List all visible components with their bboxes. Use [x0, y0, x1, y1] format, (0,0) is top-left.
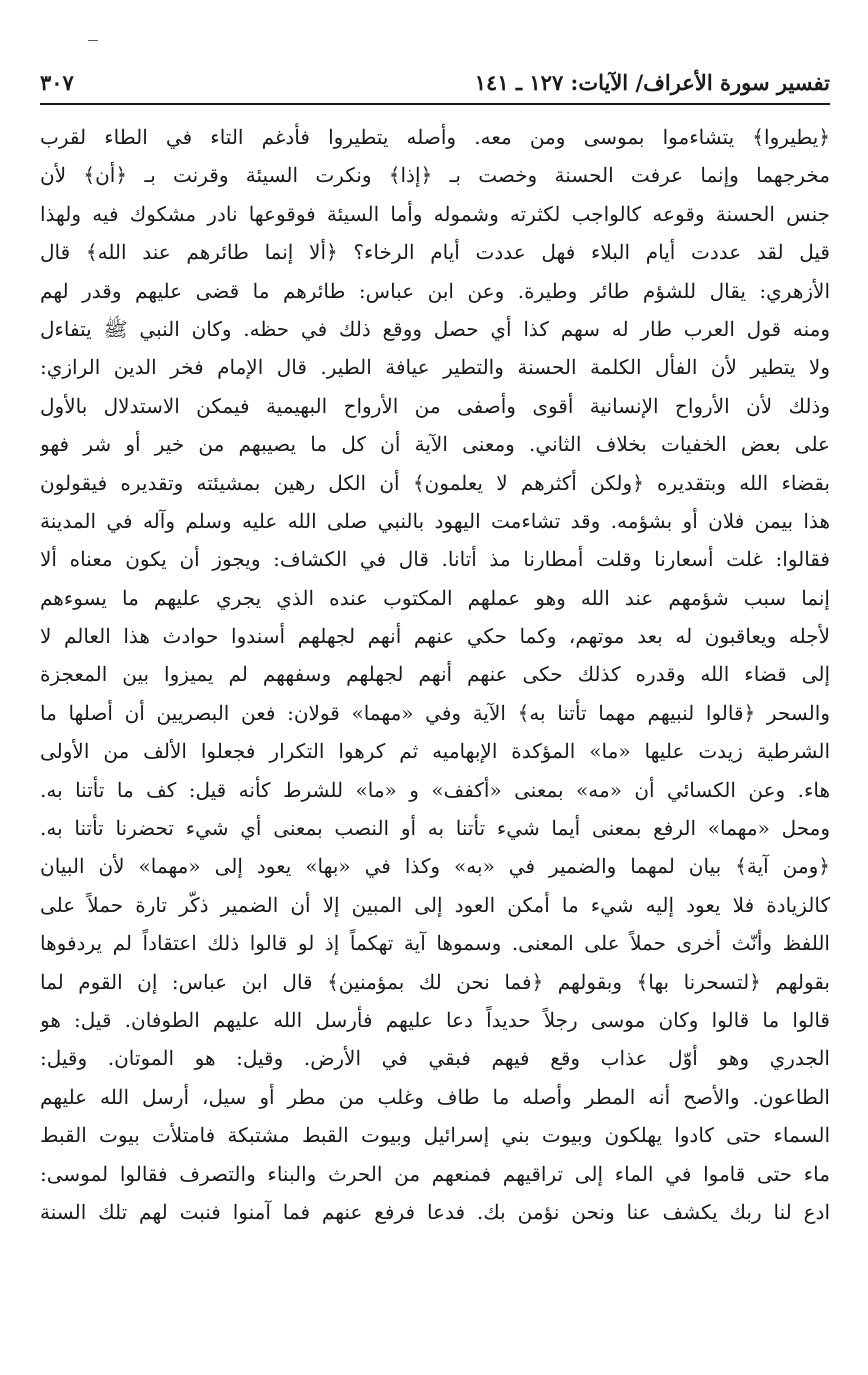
- text-line: بقضاء الله وبتقديره ﴿ولكن أكثرهم لا يعلمون﴾ أن الكل رهين بمشيئته وتقديره فيقولون: [40, 470, 830, 495]
- text-line: الطاعون. والأصح أنه المطر وأصله ما طاف وغلب من مطر أو سيل، أرسل الله عليهم: [40, 1084, 830, 1109]
- text-line: كالزيادة فلا يعود إليه شيء ما أمكن العود إلى المبين إلا أن الضمير ذكّر تارة حملاً على: [40, 892, 830, 917]
- text-line: ومحل «مهما» الرفع بمعنى أيما شيء تأتنا به أو النصب بمعنى أي شيء تحضرنا تأتنا به.: [40, 816, 830, 841]
- text-line: هاء. وعن الكسائي أن «مه» بمعنى «أكفف» و «ما» للشرط كأنه قيل: كف ما تأتنا به.: [40, 777, 830, 802]
- running-title: تفسير سورة الأعراف/ الآيات: ١٢٧ ـ ١٤١: [474, 70, 830, 95]
- text-line: السماء حتى كادوا يهلكون وبيوت بني إسرائيل وبيوت القبط مشتبكة فامتلأت بيوت القبط: [40, 1123, 830, 1148]
- text-line: لأجله ويعاقبون له بعد موتهم، وكما حكي عنهم أنهم لجهلهم أسندوا حوادث هذا العالم لا: [40, 624, 830, 649]
- text-line: جنس الحسنة وقوعه كالواجب لكثرته وشموله وأما السيئة فوقوعها نادر مشكوك فيه ولهذا: [40, 201, 830, 226]
- book-page: [40, 0, 830, 1375]
- running-header: [40, 66, 830, 100]
- text-line: ادع لنا ربك يكشف عنا ونحن نؤمن بك. فدعا فرفع عنهم فما آمنوا فنبت لهم تلك السنة: [40, 1199, 830, 1224]
- text-line: على بعض الخفيات بخلاف الثاني. ومعنى الآية أن كل ما يصيبهم من خير أو شر فهو: [40, 432, 830, 457]
- text-line: إلى قضاء الله وقدره كذلك حكى عنهم أنهم لجهلهم وسفههم لم يميزوا بين المعجزة: [40, 662, 830, 687]
- text-line: الشرطية زيدت عليها «ما» المؤكدة الإبهاميه ثم كرهوا التكرار فجعلوا الألف من الأولى: [40, 739, 830, 764]
- text-line: ﴿ومن آية﴾ بيان لمهما والضمير في «به» وكذا في «بها» يعود إلى «مهما» لأن البيان: [40, 854, 830, 879]
- header-rule: [40, 103, 830, 105]
- text-line: اللفظ وأنّث أخرى حملاً على المعنى. وسموها آية تهكماً إذ لو قالوا ذلك اعتقاداً لم يردفوها: [40, 931, 830, 956]
- text-line: فقالوا: غلت أسعارنا وقلت أمطارنا مذ أتانا. قال في الكشاف: ويجوز أن يكون معناه ألا: [40, 547, 830, 572]
- text-line: والسحر ﴿قالوا لنبيهم مهما تأتنا به﴾ الآية وفي «مهما» قولان: فعن البصريين أن أصلها ما: [40, 700, 830, 725]
- text-line: هذا بيمن فلان أو بشؤمه. وقد تشاءمت اليهود بالنبي صلى الله عليه وسلم وآله في المدينة: [40, 508, 830, 533]
- text-line: قالوا ما قالوا وكان موسى رجلاً حديداً دعا عليهم فأرسل الله عليهم الطوفان. قيل: هو: [40, 1007, 830, 1032]
- page-number: ٣٠٧: [40, 70, 74, 95]
- text-line: قيل لقد عددت أيام البلاء فهل عددت أيام الرخاء؟ ﴿ألا إنما طائرهم عند الله﴾ قال: [40, 240, 830, 265]
- text-line: إنما سبب شؤمهم عند الله وهو عملهم المكتوب عنده الذي يجري عليهم ما يسوءهم: [40, 585, 830, 610]
- text-line: الأزهري: يقال للشؤم طائر وطيرة. وعن ابن عباس: طائرهم ما قضى عليهم وقدر لهم: [40, 278, 830, 303]
- text-line: الجدري وهو أوّل عذاب وقع فيهم فبقي في الأرض. وقيل: هو الموتان. وقيل:: [40, 1046, 830, 1071]
- text-line: ﴿يطيروا﴾ يتشاءموا بموسى ومن معه. وأصله يتطيروا فأدغم التاء في الطاء لقرب: [40, 125, 830, 149]
- text-line: ماء حتى قاموا في الماء إلى تراقيهم فمنعهم من الحرث والبناء والتصرف فقالوا لموسى:: [40, 1161, 830, 1186]
- text-line: ولا يتطير لأن الفأل الكلمة الحسنة والتطير عيافة الطير. قال الإمام فخر الدين الرازي:: [40, 355, 830, 380]
- tafsir-body: [40, 118, 830, 1231]
- corner-mark: [88, 40, 98, 41]
- text-line: بقولهم ﴿لتسحرنا بها﴾ وبقولهم ﴿فما نحن لك بمؤمنين﴾ قال ابن عباس: إن القوم لما: [40, 969, 830, 994]
- text-line: مخرجهما وإنما عرفت الحسنة وخصت بـ ﴿إذا﴾ ونكرت السيئة وقرنت بـ ﴿أن﴾ لأن: [40, 163, 830, 188]
- text-line: ومنه قول العرب طار له سهم كذا أي حصل ووقع ذلك في حظه. وكان النبي ﷺ يتفاءل: [40, 316, 830, 341]
- text-line: وذلك لأن الأرواح الإنسانية أقوى وأصفى من الأرواح البهيمية فيمكن الاستدلال بالأول: [40, 393, 830, 418]
